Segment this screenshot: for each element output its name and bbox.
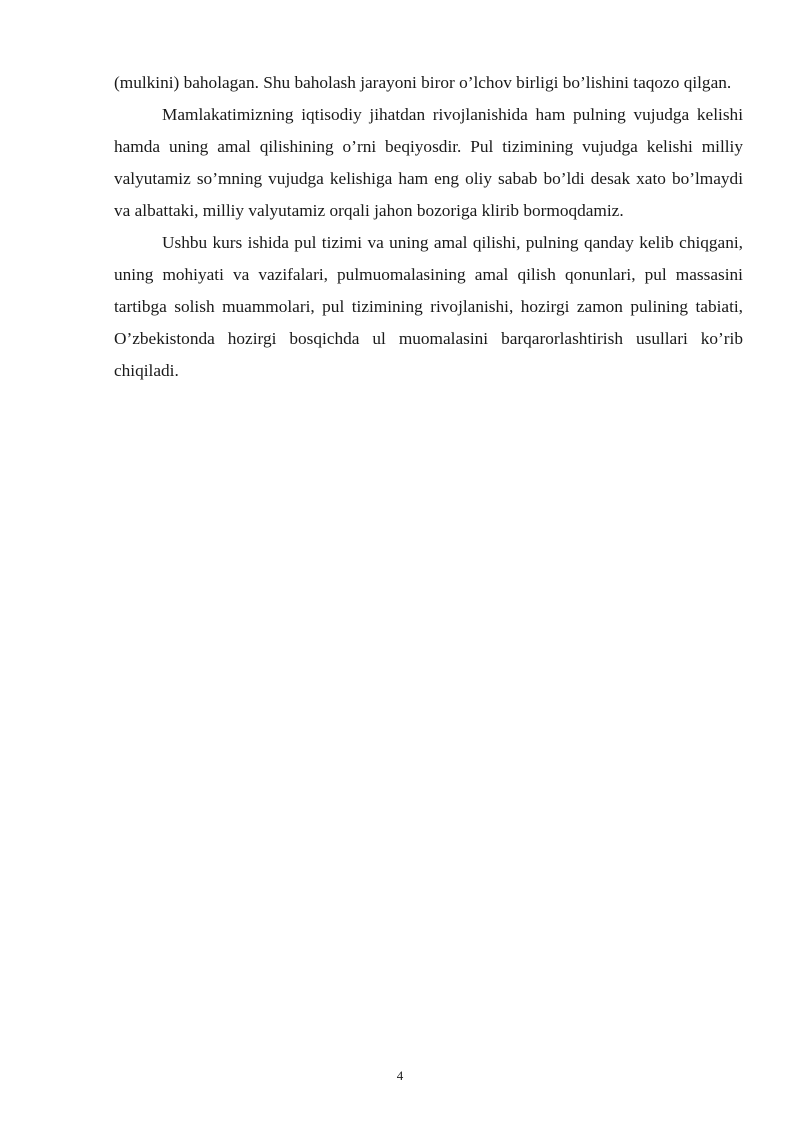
paragraph-economic-development: Mamlakatimizning iqtisodiy jihatdan rivojlanishida ham pulning vujudga kelishi hamda uning amal qilishining o’rni beqiyosdir. Pul tizimining vujudga kelishi milliy valyutamiz so’mning vujudga kelishiga ham eng oliy sabab bo’ldi desak xato bo’lmaydi va albattaki, milliy valyutamiz orqali jahon bozoriga klirib bormoqdamiz.	[114, 105, 743, 220]
document-body	[114, 67, 743, 387]
paragraph-continuation: (mulkini) baholagan. Shu baholash jarayoni biror o’lchov birligi bo’lishini taqozo qilgan.	[114, 73, 732, 92]
paragraph-course-scope: Ushbu kurs ishida pul tizimi va uning amal qilishi, pulning qanday kelib chiqgani, uning mohiyati va vazifalari, pulmuomalasining amal qilish qonunlari, pul massasini tartibga solish muammolari, pul tizimining rivojlanishi, hozirgi zamon pulining tabiati, O’zbekistonda hozirgi bosqichda ul muomalasini barqarorlashtirish usullari ko’rib chiqiladi.	[114, 233, 743, 380]
page-number: 4	[396, 1068, 404, 1083]
